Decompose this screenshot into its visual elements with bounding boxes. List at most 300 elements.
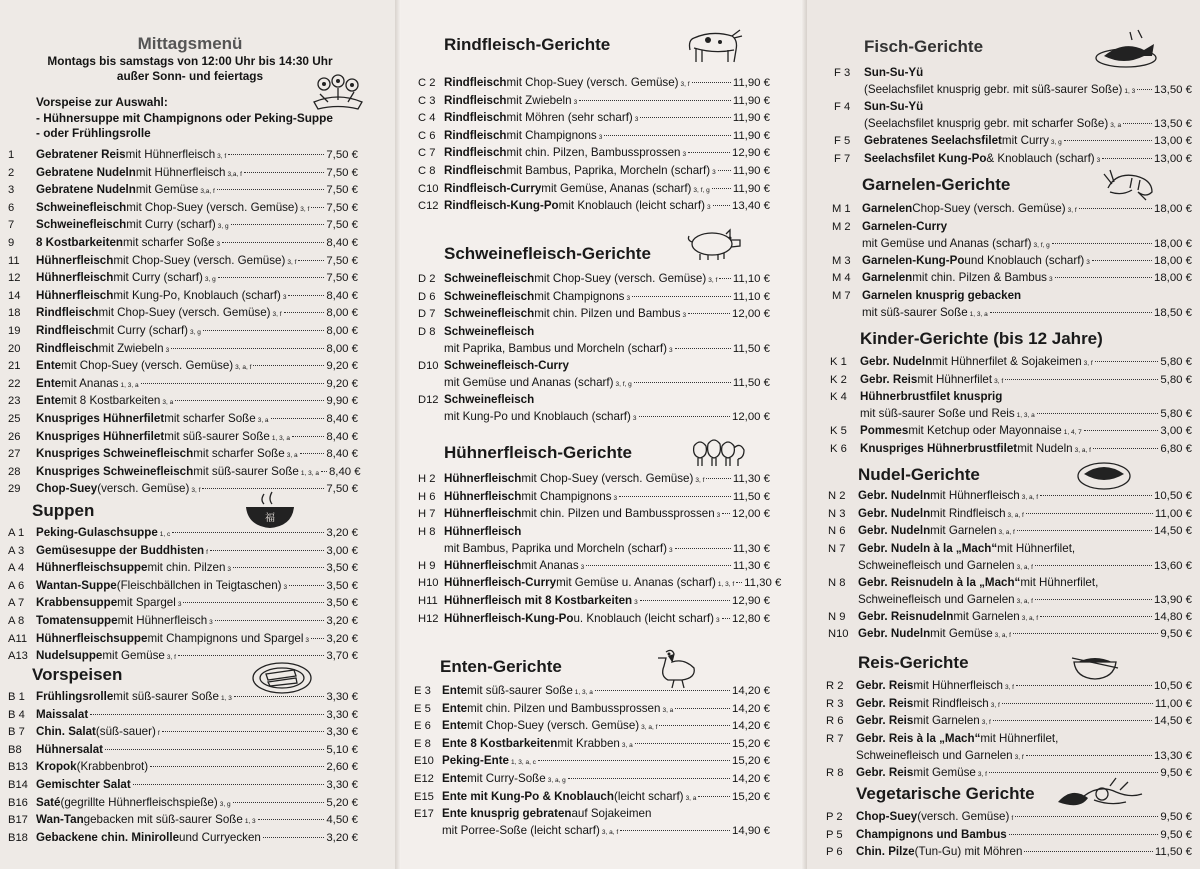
leader-dots [292,436,324,437]
item-additives: 3, a [685,794,697,802]
leader-dots [736,582,742,583]
item-code: 27 [8,448,21,461]
item-desc: mit Hühnerfilet [917,372,993,386]
leader-dots [233,802,325,803]
menu-item [418,523,770,557]
item-price: 7,50 € [326,254,358,267]
leader-dots [1035,599,1152,600]
menu-item [418,127,770,145]
item-name: Hühnerfleisch-Curry [444,576,557,590]
item-desc: mit scharfer Soße [193,447,285,461]
item-desc: mit chin. Pilzen und Bambus [534,307,681,321]
item-code: R 8 [826,766,844,779]
item-name: Rindfleisch-Curry [444,181,542,195]
item-desc: mit Chop-Suey (versch. Gemüse) [467,719,640,733]
menu-item [8,559,358,577]
item-name: Hühnerfleisch-Kung-Po [444,611,574,625]
item-desc: mit Curry-Soße [467,771,546,785]
menu-item [826,826,1192,844]
item-code: H 2 [418,473,436,485]
item-name: Gebr. Reis [860,372,918,386]
menu-item [418,270,770,288]
item-desc: mit Hühnerfilet, [1020,575,1099,589]
leader-dots [713,205,730,206]
item-desc: mit Spargel [117,596,176,610]
item-name: Schweinefleisch [36,200,127,214]
item-desc: mit Möhren (sehr scharf) [506,111,633,125]
leader-dots [706,478,730,479]
item-desc: (Tun-Gu) mit Möhren [914,845,1023,859]
item-price: 18,50 € [1153,306,1192,319]
leader-dots [1095,361,1159,362]
item-name: Seelachsfilet Kung-Po [864,151,987,165]
item-name: Hühnerfleisch [444,489,522,503]
item-price: 11,50 € [732,376,770,389]
item-additives: 3, f [994,377,1004,385]
leader-dots [989,772,1158,773]
item-price: 9,50 € [1160,811,1192,823]
item-name: Chin. Salat [36,725,96,739]
item-desc: (Krabbenbrot) [76,760,149,774]
item-name: Rindfleisch [444,93,507,107]
menu-item [8,758,358,776]
item-name: Gebr. Nudeln [858,506,931,520]
item-desc: mit Gemüse, Ananas (scharf) [541,181,692,195]
item-price: 12,00 € [731,308,770,321]
menu-item [418,109,770,127]
item-price: 10,50 € [1153,680,1192,692]
item-price: 14,20 € [731,772,770,785]
item-additives: 3, a, f [1007,511,1024,519]
item-price: 11,90 € [732,164,770,177]
leader-dots [162,731,325,732]
item-desc: mit Curry (scharf) [126,218,216,232]
item-desc: mit chin. Pilzen & Bambus [912,271,1047,285]
item-code: B18 [8,831,28,844]
item-name: Gebr. Nudeln [858,524,931,538]
item-desc: mit Champignons [521,489,612,503]
item-name: Garnelen-Kung-Po [862,253,965,267]
item-code: E10 [414,755,434,768]
item-code: N 9 [828,610,846,623]
item-price: 11,30 € [732,473,770,485]
item-desc: mit Gemüse und Ananas (scharf) [862,236,1032,250]
leader-dots [133,784,325,785]
item-desc: mit Kung-Po und Knoblauch (scharf) [444,409,631,423]
item-name: Maissalat [36,707,89,721]
item-body [444,610,770,630]
menu-item [834,150,1192,168]
item-name: Rindfleisch [444,146,507,160]
leader-dots [228,154,324,155]
menu-item [8,146,358,164]
item-name: Gebratener Reis [36,148,126,161]
item-line [862,304,1192,321]
item-name: Gebr. Reis [856,679,914,692]
item-code: 28 [8,465,21,478]
menu-item [418,357,770,391]
item-additives: 3,a, f [200,188,215,196]
item-code: E17 [414,808,434,821]
leader-dots [1064,140,1152,141]
lunch-header [40,34,340,84]
menu-item [418,574,782,592]
menu-item [8,234,358,252]
lunch-starter-option: - Hühnersuppe mit Champignons oder Peking-Suppe [36,110,333,125]
item-additives: 3 [282,293,287,301]
spring-roll-plate-icon [250,656,314,696]
item-additives: 3, a, f [641,724,658,732]
item-price: 13,00 € [1153,135,1192,147]
item-line [444,408,770,425]
leader-dots [640,600,730,601]
leader-dots [183,602,324,603]
item-code: M 3 [832,254,851,267]
item-desc: mit Porree-Soße (leicht scharf) [442,824,600,838]
item-name: Gebratene Nudeln [36,165,136,179]
item-code: H11 [418,594,438,607]
menu-item [414,788,770,806]
leader-dots [222,242,324,243]
item-additives: 3 [634,598,638,606]
item-code: B 7 [8,726,25,739]
item-line [442,822,770,839]
menu-item [414,700,770,718]
item-price: 15,20 € [731,790,770,803]
item-desc: (süß-sauer) [95,725,156,739]
item-price: 5,80 € [1160,408,1192,421]
item-desc: mit Ananas [521,558,579,572]
item-desc: gebacken mit süß-saurer Soße [83,813,243,827]
item-additives: 3, f, g [693,186,710,194]
item-code: 11 [8,254,20,267]
item-code: 7 [8,219,15,232]
item-line [858,557,1192,574]
item-additives: 3, f [1083,360,1093,367]
item-code: K 4 [830,391,847,404]
menu-item [8,181,358,199]
item-code: F 4 [834,101,851,113]
item-additives: 3, f [981,719,991,727]
item-name: Gebr. Nudeln [858,489,931,502]
item-code: N 7 [828,542,846,555]
item-desc: (versch. Gemüse) [917,810,1010,823]
item-price: 14,50 € [1153,715,1192,728]
item-name: Peking-Gulaschsuppe [36,526,158,539]
menu-item [418,505,770,523]
leader-dots [595,690,730,691]
item-price: 9,90 € [326,395,358,408]
item-additives: 3, f [191,487,201,495]
item-desc: mit süß-saurer Soße [164,429,270,443]
menu-item [8,375,358,393]
item-body [36,776,358,795]
menu-item [418,74,770,92]
menu-item [418,592,770,610]
item-name: Rindfleisch [444,163,507,177]
menu-item [414,805,770,839]
item-additives: 3, a [1110,122,1122,129]
item-price: 9,20 € [326,377,358,390]
item-additives: 3, f [1067,207,1077,214]
item-additives: 3 [668,346,673,354]
item-code: H12 [418,612,439,625]
item-name: Gebratenes Seelachsfilet [864,134,1002,147]
leader-dots [579,100,731,101]
item-name: Gebr. Reisnudeln [858,609,954,623]
item-name: Hühnerfleischsuppe [36,631,148,645]
item-name: Saté [36,795,61,809]
item-price: 11,50 € [732,490,770,503]
item-code: N 8 [828,576,846,589]
leader-dots [234,696,325,697]
section-title-nudel: Nudel-Gerichte [858,465,980,484]
item-name: Rindfleisch [36,323,99,337]
item-price: 13,90 € [1153,593,1192,606]
menu-item [418,180,770,198]
item-additives: 1, 3, a [271,434,290,442]
item-additives: 3 [580,563,585,571]
menu-item [830,388,1192,422]
leader-dots [990,312,1152,313]
item-code: C 6 [418,129,436,142]
item-price: 7,50 € [326,483,358,496]
item-price: 3,50 € [326,562,358,575]
schwein-list [418,270,770,425]
item-name: Knuspriges Hühnerfilet [36,429,165,443]
item-code: F 5 [834,135,851,147]
item-code: B 4 [8,708,25,721]
item-price: 7,50 € [326,219,358,232]
item-name: Hühnerfleisch [36,271,114,285]
leader-dots [675,548,731,549]
leader-dots [1079,208,1152,209]
item-name: Gemischter Salat [36,777,131,791]
item-price: 15,20 € [731,755,770,768]
item-code: M 4 [832,272,851,285]
item-code: 3 [8,184,15,197]
menu-item [834,132,1192,150]
item-name: Gebratene Nudeln [36,183,136,197]
item-line [862,218,1192,235]
item-price: 18,00 € [1153,237,1192,250]
leader-dots [632,296,731,297]
item-additives: 3, f [680,81,690,88]
item-code: B14 [8,778,28,791]
item-name: Gemüsesuppe der Buddhisten [36,543,205,557]
item-code: B8 [8,743,22,756]
leader-dots [150,766,324,767]
item-code: 29 [8,483,21,496]
item-desc: mit Curry (scharf) [98,323,189,337]
menu-item [828,625,1192,643]
lunch-hours-note: außer Sonn- und feiertags [116,69,264,83]
item-additives: 1, 3, a [300,469,319,477]
item-desc: mit chin. Pilzen und Bambussprossen [467,701,661,715]
item-code: B17 [8,814,28,827]
item-price: 8,40 € [328,465,361,478]
item-additives: 3, a [286,452,298,460]
item-price: 3,50 € [326,579,358,592]
item-additives: 3, a, f [235,364,252,372]
menu-item [414,717,770,735]
menu-item [418,92,770,110]
leader-dots [718,170,731,171]
item-code: R 2 [826,680,844,692]
item-code: E 5 [414,702,431,715]
item-name: Peking-Ente [442,754,509,768]
item-price: 13,60 € [1153,559,1192,572]
item-desc: mit süß-saurer Soße [467,684,573,697]
item-name: Gebackene chin. Minirolle [36,830,180,844]
item-price: 14,20 € [731,702,770,715]
item-code: C 2 [418,77,436,89]
item-additives: 3, f [977,770,987,778]
item-additives: 3, a, f [1016,563,1033,571]
item-desc: mit Chop-Suey (versch. Gemüse) [61,359,234,373]
item-price: 11,00 € [1154,507,1192,520]
item-price: 8,00 € [326,324,358,337]
menu-item [832,269,1192,287]
item-price: 7,50 € [326,184,358,197]
item-name: Gebr. Reis [856,696,914,710]
item-desc: mit Chop-Suey (versch. Gemüse) [126,200,299,214]
item-price: 5,20 € [326,796,358,809]
item-code: D 6 [418,290,436,303]
item-price: 8,40 € [326,448,358,461]
leader-dots [203,330,324,331]
item-line [858,574,1192,591]
item-price: 3,20 € [326,614,358,627]
item-desc: mit Kung-Po, Knoblauch (scharf) [113,288,281,302]
item-name: Hühnerbrustfilet knusprig [860,390,1003,404]
menu-item [8,445,358,463]
leader-dots [253,365,324,366]
item-price: 3,20 € [326,632,358,645]
menu-item [828,522,1192,540]
item-desc: mit chin. Pilzen, Bambussprossen [506,146,681,160]
item-body [856,826,1192,845]
item-code: 23 [8,395,21,408]
item-price: 18,00 € [1153,254,1192,267]
item-additives: 1, 3 [220,695,232,702]
leader-dots [298,260,324,261]
item-desc: & Knoblauch (scharf) [986,151,1095,165]
item-name: Hühnerfleischsuppe [36,561,148,575]
item-code: C 8 [418,164,436,177]
item-body [864,98,1192,132]
item-code: R 3 [826,697,844,710]
leader-dots [659,725,730,726]
item-price: 3,30 € [326,708,358,721]
item-body [36,480,358,500]
item-desc: mit süß-saurer Soße [193,464,299,478]
noodle-plate-icon [1076,456,1132,492]
leader-dots [1055,277,1152,278]
item-line [444,540,770,557]
leader-dots [288,295,324,296]
item-price: 3,20 € [326,527,358,539]
shrimp-icon [1102,166,1160,202]
item-price: 9,20 € [326,360,358,373]
item-name: Nudelsuppe [36,649,103,663]
item-body [444,391,770,425]
item-name: Gebr. Reis [856,714,914,728]
item-name: Ente [442,684,468,697]
item-price: 8,40 € [326,430,358,443]
leader-dots [722,618,730,619]
item-price: 7,50 € [326,166,358,179]
leader-dots [90,714,324,715]
item-name: Garnelen knusprig gebacken [862,288,1022,302]
item-additives: 1, 3 [244,818,256,826]
menu-item [418,610,770,628]
item-additives: 3 [668,546,673,554]
item-name: Hühnerfleisch mit 8 Kostbarkeiten [444,593,633,607]
item-code: M 7 [832,289,851,302]
item-additives: 3, f [1014,753,1024,761]
item-name: Hühnerfleisch [36,288,114,302]
item-body [858,625,1192,645]
menu-item [826,695,1192,713]
item-desc: mit Gemüse [930,627,993,641]
item-code: 18 [8,307,21,320]
item-desc: mit Knoblauch (leicht scharf) [558,199,705,213]
menu-item [8,829,358,847]
item-code: P 5 [826,828,843,841]
item-code: A 3 [8,544,25,557]
item-price: 3,70 € [326,650,358,663]
item-name: 8 Kostbarkeiten [36,235,123,249]
item-desc: mit Rindfleisch [930,506,1006,520]
item-price: 8,40 € [326,412,358,425]
item-additives: 3, f [695,477,705,484]
item-desc: mit Gemüse [135,183,199,197]
item-desc: auf Sojakeimen [571,807,652,821]
item-name: Rindfleisch [36,306,99,320]
section-title-veg: Vegetarische Gerichte [856,784,1035,803]
rice-bowl-icon [1070,652,1120,682]
item-name: Gebr. Nudeln à la „Mach“ [858,541,998,555]
item-desc: mit süß-saurer Soße und Reis [860,407,1015,421]
item-additives: 3 [712,168,716,176]
leader-dots [692,82,731,83]
leader-dots [1005,379,1158,380]
item-body [860,440,1192,460]
item-name: Hühnerfleisch [444,507,522,521]
item-price: 15,20 € [731,737,770,750]
menu-item [418,144,770,162]
item-line [864,115,1192,132]
item-line [858,591,1192,608]
item-code: 6 [8,201,15,214]
menu-item [826,843,1192,861]
item-name: Kropok [36,760,77,774]
menu-item [8,542,358,560]
menu-item [8,252,358,270]
item-additives: 3 [626,294,631,302]
section-title-kinder: Kinder-Gerichte (bis 12 Jahre) [860,329,1103,348]
item-code: A 8 [8,614,25,627]
cow-icon [684,24,746,66]
item-price: 9,50 € [1160,766,1192,779]
item-additives: 3, a [257,416,269,424]
item-additives: 3, a, f [1021,614,1038,622]
leader-dots [675,348,731,349]
item-price: 13,30 € [1153,749,1192,762]
nudel-list [828,487,1192,643]
leader-dots [1102,158,1152,159]
